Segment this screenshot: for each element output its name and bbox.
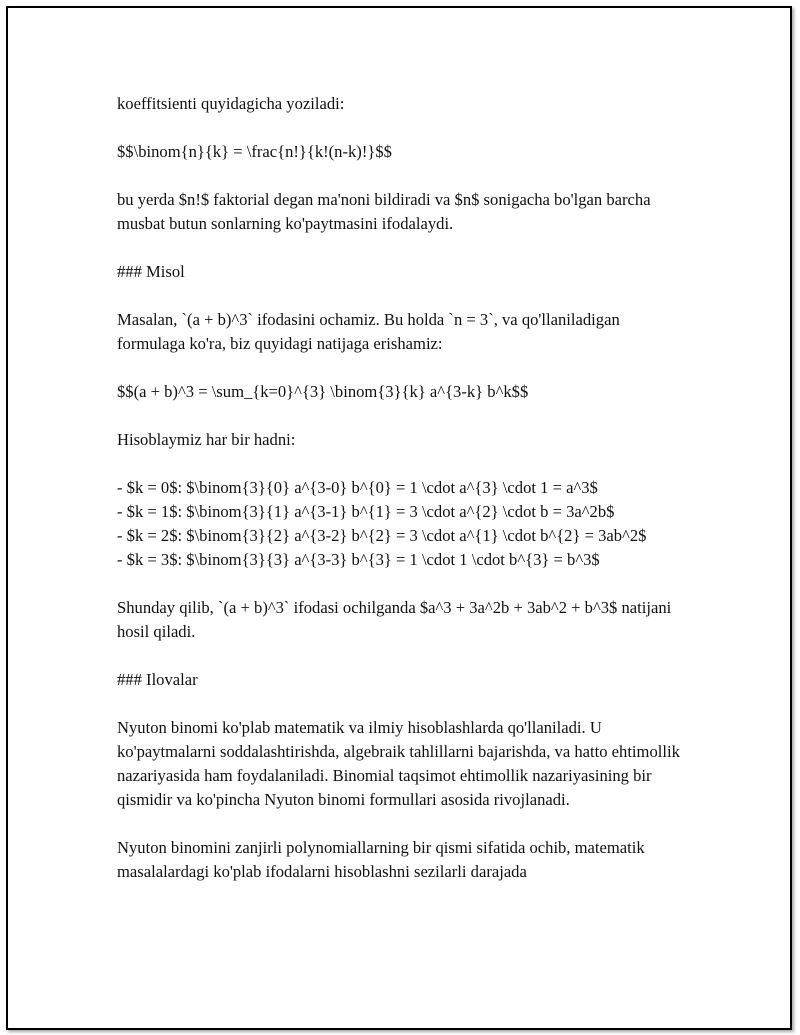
list-item: - $k = 2$: $\binom{3}{2} a^{3-2} b^{2} = 3 \cdot a^{1} \cdot b^{2} = 3ab^2$	[117, 526, 647, 545]
binom-formula: $$\binom{n}{k} = \frac{n!}{k!(n-k)!}$$	[117, 142, 392, 161]
document-body	[117, 92, 692, 908]
sum-formula: $$(a + b)^3 = \sum_{k=0}^{3} \binom{3}{k} a^{3-k} b^k$$	[117, 382, 529, 401]
list-item: - $k = 1$: $\binom{3}{1} a^{3-1} b^{1} = 3 \cdot a^{2} \cdot b = 3a^2b$	[117, 502, 615, 521]
conclusion: Shunday qilib, `(a + b)^3` ifodasi ochilganda $a^3 + 3a^2b + 3ab^2 + b^3$ natijani hosil qiladi.	[117, 598, 672, 641]
heading-ilovalar: ### Ilovalar	[117, 670, 198, 689]
example-intro: Masalan, `(a + b)^3` ifodasini ochamiz. Bu holda `n = 3`, va qo'llaniladigan formulaga ko'ra, biz quyidagi natijaga erishamiz:	[117, 310, 620, 353]
terms-list	[117, 476, 692, 572]
terms-intro: Hisoblaymiz har bir hadni:	[117, 430, 296, 449]
intro-line: koeffitsienti quyidagicha yoziladi:	[117, 94, 345, 113]
list-item: - $k = 3$: $\binom{3}{3} a^{3-3} b^{3} = 1 \cdot 1 \cdot b^{3} = b^3$	[117, 550, 600, 569]
list-item: - $k = 0$: $\binom{3}{0} a^{3-0} b^{0} = 1 \cdot a^{3} \cdot 1 = a^3$	[117, 478, 598, 497]
factorial-note: bu yerda $n!$ faktorial degan ma'noni bildiradi va $n$ sonigacha bo'lgan barcha musbat butun sonlarning ko'paytmasini ifodalaydi.	[117, 190, 651, 233]
heading-misol: ### Misol	[117, 262, 185, 281]
applications-paragraph: Nyuton binomi ko'plab matematik va ilmiy hisoblashlarda qo'llaniladi. U ko'paytmalarni soddalashtirishda, algebraik tahlillarni bajarishda, va hatto ehtimollik nazariyasida ham foydalaniladi. Binomial taqsimot ehtimollik nazariyasining bir qismidir va ko'pincha Nyuton binomi formullari asosida rivojlanadi.	[117, 718, 680, 809]
final-paragraph: Nyuton binomini zanjirli polynomiallarning bir qismi sifatida ochib, matematik masalalardagi ko'plab ifodalarni hisoblashni sezilarli darajada	[117, 838, 645, 881]
